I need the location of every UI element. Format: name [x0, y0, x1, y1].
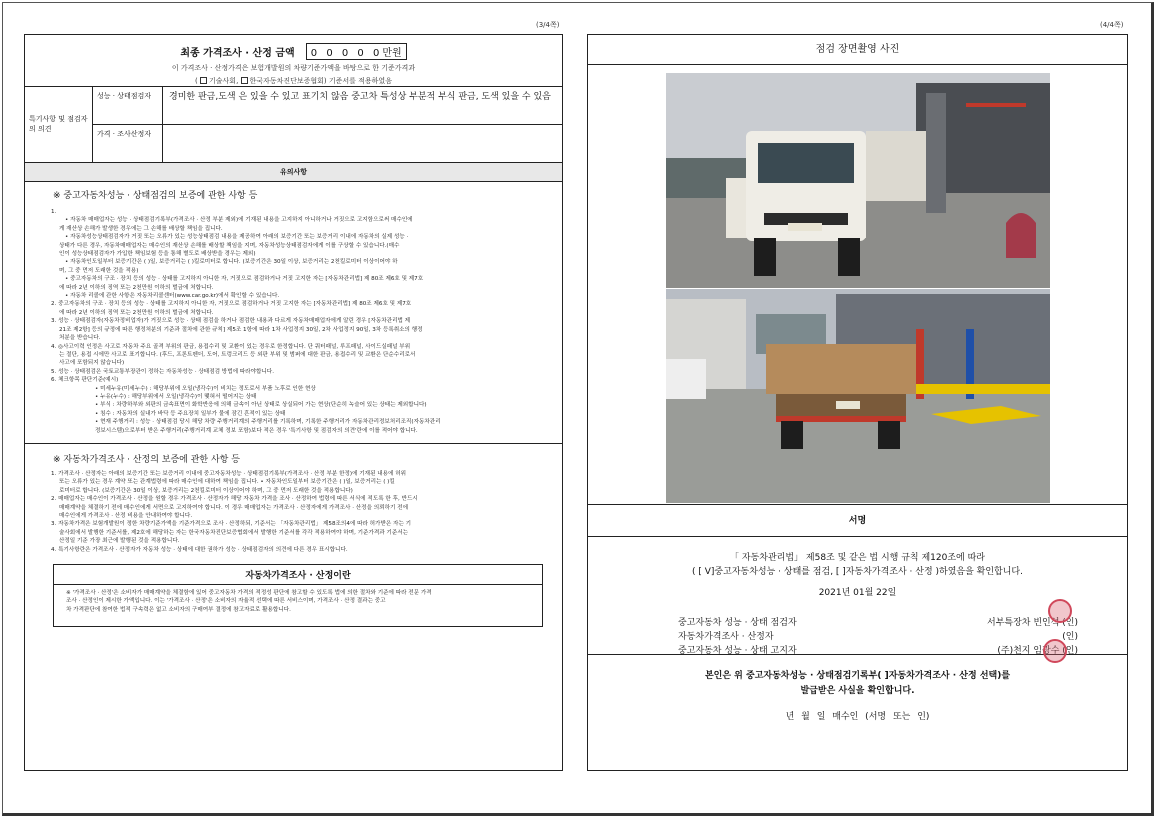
photo-header: 점검 장면촬영 사진 [588, 35, 1127, 65]
final-price-amount: 0 0 0 0 0만원 [306, 43, 407, 60]
appraiser-label: 가격 · 조사산정자 [93, 125, 163, 162]
appraiser-remark [163, 125, 562, 162]
signer-row: 중고자동차 성능 · 상태 고지자 (주)천지 임광수 (인) [678, 646, 1078, 656]
page-4 [587, 34, 1128, 771]
appraisal-definition-title: 자동차가격조사 · 산정이란 [53, 564, 543, 585]
inspector-seal-stamp [1048, 599, 1072, 623]
notice-line: • 자동차성능상태점검자가 거짓 또는 오류가 있는 성능상태점검 내용을 제공하여 아래의 보증기간 또는 보증거리 이내에 자동차의 실제 성능 · [65, 234, 409, 241]
signature-header: 서명 [588, 505, 1127, 537]
notice-line: 산정일 기준 가장 최근에 발행된 것을 적용합니다. [59, 538, 180, 545]
notice-line: 로미터로 합니다. (보증기간은 30일 이상, 보증거리는 2천킬로미터 이상이어야 하며, 그 중 먼저 도래한 것을 적용합니다) [59, 487, 353, 494]
page-3 [24, 34, 563, 771]
truck-front-photo [666, 73, 1050, 288]
notice-line: 는 절단, 용접 시에만 사고로 표기합니다. (후드, 프론트펜더, 도어, 트렁크리드 등 외판 부위 및 범퍼에 대한 판금, 용접수리 및 교환은 단순수리로서 [59, 351, 416, 358]
notice-line: 사고에 포함되지 않습니다) [59, 360, 125, 367]
notice-line: 또는 오류가 있는 경우 계약 또는 관계법령에 따라 매수인에 대하여 책임을 집니다. • 자동차인도일부터 보증기간은 ( )일, 보증거리는 ( )킬 [59, 479, 395, 486]
signer-list [678, 615, 1078, 657]
page-number-right: (4/4쪽) [1100, 21, 1124, 29]
notice-line: • 미세누유(미세누수) : 해당부위에 오일(냉각수)이 비치는 정도로서 부품 노후로 인한 현상 [95, 385, 316, 392]
notice-line: 게 재산상 손해가 발생한 경우에는 그 손해를 배상할 책임을 집니다. [59, 225, 223, 232]
notice-line: ※ '가격조사 · 산정'은 소비자가 매매계약을 체결함에 있어 중고자동차 가격의 적정성 판단에 참고할 수 있도록 법에 의한 절차와 기준에 따라 전문 가격 [66, 590, 432, 597]
notice-line: 4. ◎사고이력 인정은 사고로 자동차 주요 골격 부위의 판금, 용접수리 및 교환이 있는 경우로 한정합니다. 단 쿼터패널, 루프패널, 사이드실패널 부위 [51, 343, 411, 350]
buyer-confirmation: 본인은 위 중고자동차성능 · 상태점검기록부( ]자동차가격조사 · 산정 선택)를 발급받은 사실을 확인합니다. 년 월 일 매수인 (서명 또는 인) [588, 655, 1127, 722]
notice-line: 3. 자동차가격은 보험개발원이 정한 차량기준가액을 기준가격으로 조사 · 산정하되, 기준서는 「자동차관리법」 제58조의4에 따라 허가받은 자는 기 [51, 521, 412, 528]
buyer-signature-line: 년 월 일 매수인 (서명 또는 인) [785, 712, 930, 722]
notice-line: 1. [51, 209, 57, 215]
notice-line: • 누유(누수) : 해당부위에서 오일(냉각수)이 맺혀서 떨어지는 상태 [95, 393, 257, 400]
notice-line: 21조 제2항] 등의 규정에 따른 행정처분의 기준과 절차에 관한 규칙] 제5조 1항에 따라 1차 사업정지 30일, 2차 사업정지 90일, 3차 등록취소의 행정 [59, 326, 423, 333]
notice-line: 술사회에서 발행한 기준서를, 제2호에 해당하는 자는 한국자동차진단보증협회에서 발행한 기준서를 각각 적용하여야 하며, 기준가격과 기준서는 [59, 529, 409, 536]
warranty-notes [25, 202, 562, 435]
final-price-note: 이 가격조사 · 산정가격은 보험개발원의 차량기준가액을 바탕으로 한 기준가격과 [171, 64, 416, 72]
notice-header: 유의사항 [25, 163, 562, 182]
final-price-title: 최종 가격조사 · 산정 금액 [180, 48, 295, 59]
inspector-remark: 경미한 판금,도색 은 있을 수 있고 표기치 않음 중고차 특성상 부분적 부식 판금, 도색 있을 수 있음 [169, 92, 551, 102]
notice-line: • 침수 : 자동차의 실내가 바닥 등 주요장치 일부가 물에 잠긴 흔적이 있는 상태 [95, 410, 286, 417]
notifier-seal-stamp [1043, 639, 1067, 663]
appraisal-section-title: ※ 자동차가격조사 · 산정의 보증에 관한 사항 등 [53, 454, 240, 465]
notice-line: 조사 · 산정인이 제시한 가액입니다. 이는 '가격조사 · 산정'은 소비자의 자율적 선택에 따른 서비스이며, 가격조사 · 산정 결과는 중고 [66, 598, 386, 605]
truck-rear-photo [666, 289, 1050, 503]
notice-line: 상태가 다른 경우, 자동차매매업자는 매수인의 재산상 손해를 배상할 책임을 지며, 자동차성능상태점검자에게 이를 구상할 수 있습니다.(매수 [59, 242, 400, 249]
signature-section [588, 537, 1127, 655]
signer-row: 중고자동차 성능 · 상태 점검자 서부특장차 빈인석 (인) [678, 618, 1078, 628]
notice-line: 처분을 받습니다. [59, 335, 101, 342]
notice-line: 며, 그 중 먼저 도래한 것을 적용) [59, 267, 139, 274]
checkbox-kadwa[interactable] [241, 77, 248, 84]
notice-line: 에 따라 2년 이하의 징역 또는 2천만원 이하의 벌금에 처합니다. [59, 284, 214, 291]
notice-line: 2. 중고자동차의 구조 · 장치 등의 성능 · 상태를 고지하지 아니한 자, 거짓으로 점검하거나 거짓 고지한 자는 [자동차관리법] 제 80조 제6호 및 제7호 [51, 301, 412, 308]
notice-line: 6. 체크항목 판단기준(예시) [51, 377, 119, 384]
notice-line: • 현재 주행거리 : 성능 · 상태점검 당시 해당 차량 주행거리계의 주행거리를 기록하며, 기록한 주행거리가 자동차관리정보처리조직(자동차관리 [95, 419, 441, 426]
warranty-section-title: ※ 중고자동차성능 · 상태점검의 보증에 관한 사항 등 [53, 191, 258, 201]
sign-date: 2021년 01월 22일 [818, 588, 897, 598]
signer-row: 자동차가격조사 · 산정자 (인) [678, 632, 1078, 642]
notice-line: 차 가격판단에 참여한 법적 구속력은 없고 소비자의 구매여부 결정에 참고자료로 활용합니다. [66, 606, 291, 613]
notice-line: 1. 가격조사 · 산정자는 아래의 보증기간 또는 보증거리 이내에 중고자동차성능 · 상태점검기록부(가격조사 · 산정 부분 한정)에 기재된 내용에 허위 [51, 470, 407, 477]
confirmation-statement: ( [ V]중고자동차성능 · 상태를 점검, [ ]자동차가격조사 · 산정 )하였음을 확인합니다. [692, 567, 1023, 577]
notice-line: • 중고자동차의 구조 · 장치 등의 성능 · 상태를 고지하지 아니한 자, 거짓으로 점검하거나 거짓 고지한 자는 [자동차관리법] 제 80조 제6호 및 제7호 [65, 276, 424, 283]
notice-line: 4. 특기사항란은 가격조사 · 산정자가 자동차 성능 · 상태에 대한 권하가 성능 · 상태점검자의 의견에 다른 경우 표시합니다. [51, 546, 348, 553]
final-price-section [25, 35, 562, 87]
notice-line: 에 따라 2년 이하의 징역 또는 2천만원 이하의 벌금에 처합니다. [59, 309, 214, 316]
standard-checks: ( 기술사회, 한국자동차진단보증협회) 기준서를 적용하였음 [195, 77, 392, 85]
notice-line: • 자동차 리콜에 관한 사항은 자동차리콜센터(www.car.go.kr)에서 확인할 수 있습니다. [65, 293, 280, 300]
notice-line: 2. 매매업자는 매수인이 가격조사 · 산정을 원할 경우 가격조사 · 산정자가 해당 자동차 가격을 조사 · 산정하여 법령에 따른 서식에 적도록 한 후, 반드시 [51, 496, 418, 503]
page-number-left: (3/4쪽) [536, 21, 560, 29]
notice-line: 인이 성능상태점검자가 가입한 책임보험 등을 통해 별도로 배상받을 경우는 제외) [59, 251, 256, 258]
inspector-label: 성능 · 상태점검자 [93, 87, 163, 124]
notice-line: • 부식 : 차량하부와 외판의 금속표면이 화학반응에 의해 금속이 아닌 상태로 상실되어 가는 현상(단순히 녹슬어 있는 상태는 제외합니다) [95, 402, 427, 409]
notice-line: • 자동차 매매업자는 성능 · 상태점검기록부(가격조사 · 산정 부분 제외)에 기재된 내용을 고지하지 아니하거나 거짓으로 고지함으로써 매수인에 [65, 217, 413, 224]
notice-line: 3. 성능 · 상태점검자(자동차정비업자)가 거짓으로 성능 · 상태 점검을 하거나 점검한 내용과 다르게 자동차매매업자에게 알린 경우 [자동차관리법 제 [51, 318, 411, 325]
remarks-section [25, 87, 562, 163]
checkbox-tech[interactable] [200, 77, 207, 84]
remarks-label: 특기사항 및 점검자의 의견 [25, 87, 93, 162]
notice-line: 매수인에게 가격조사 · 산정 비용을 안내하여야 합니다. [59, 513, 193, 519]
law-reference: 「 자동차관리법」 제58조 및 같은 법 시행 규칙 제120조에 따라 [730, 553, 985, 563]
notice-line: 정보시스템)으로부터 받은 주행거리(주행거리계 교체 정보 포함)보다 적은 경우 '특기사항 및 점검자의 의견'란에 이를 적어야 합니다. [95, 427, 418, 434]
appraisal-definition [53, 585, 543, 627]
photo-section [588, 65, 1127, 505]
notice-line: • 자동차인도일부터 보증기간은 ( )일, 보증거리는 ( )킬로미터로 합니다. (보증기간은 30일 이상, 보증거리는 2천킬로미터 이상이어야 하 [65, 259, 398, 266]
appraisal-notes [25, 470, 562, 554]
notice-line: 매매계약을 체결하기 전에 매수인에게 서면으로 고지하여야 합니다. 이 경우 매매업자는 가격조사 · 산정자에게 가격조사 · 산정을 의뢰하기 전에 [59, 504, 408, 511]
notice-line: 5. 성능 · 상태점검은 국토교통부장관이 정하는 자동차성능 · 상태점검 방법에 따라야합니다. [51, 368, 274, 375]
